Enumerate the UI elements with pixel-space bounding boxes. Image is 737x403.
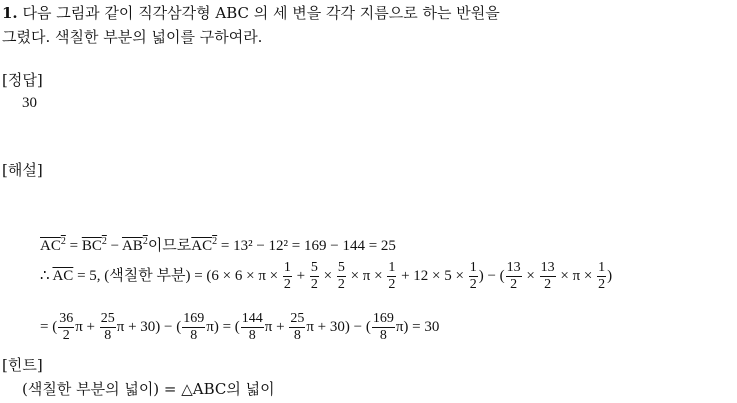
solution-line-3: = ( $\frac{36}{2}$ π + $\frac{25}{8}$ π + 30) − ( $\frac{169}{8}$ π) = ( $\frac{144}{8}$ π + $\frac{25}{8}$ π + 30) − ( $\frac{169}{8}$ π) = 30 [40, 311, 440, 343]
answer-value: 30 [22, 95, 37, 111]
solution-line-1: $AC^2 = BC^2 - AB^2$이므로$AC^2 = 13^2 - 12^2 = 169 - 144 = 25$ [40, 236, 396, 254]
fraction: $\frac{5}{2}$ [310, 260, 318, 292]
problem-text-2: 그렸다. 색칠한 부분의 넓이를 구하여라. [2, 28, 263, 46]
segment-ac-2: $AC^2$ [191, 236, 218, 254]
fraction: $\frac{1}{2}$ [598, 260, 606, 292]
segment-bc: $BC^2$ [81, 236, 107, 254]
problem-number: 1. [2, 4, 18, 22]
segment-ab: $AB^2$ [121, 236, 148, 254]
fraction: $\frac{13}{2}$ [540, 260, 555, 292]
fraction: $\frac{1}{2}$ [388, 260, 396, 292]
problem-line-1 [2, 3, 500, 23]
answer-label: [정답] [2, 71, 43, 89]
fraction: $\frac{13}{2}$ [506, 260, 521, 292]
solution-label: [해설] [2, 161, 43, 179]
fraction: $\frac{5}{2}$ [337, 260, 345, 292]
fraction: $\frac{169}{8}$ [372, 311, 394, 343]
solution-line-1-rest: = 13² − 12² = 169 − 144 = 25 [217, 238, 396, 254]
fraction: $\frac{1}{2}$ [469, 260, 477, 292]
fraction: $\frac{36}{2}$ [59, 311, 74, 343]
fraction: $\frac{1}{2}$ [283, 260, 291, 292]
fraction: $\frac{25}{8}$ [100, 311, 115, 343]
hint-label: [힌트] [2, 356, 43, 374]
problem-text-1: 다음 그림과 같이 직각삼각형 ABC 의 세 변을 각각 지름으로 하는 반원을 [22, 4, 500, 22]
fraction: $\frac{25}{8}$ [290, 311, 305, 343]
fraction: $\frac{144}{8}$ [241, 311, 263, 343]
fraction: $\frac{169}{8}$ [183, 311, 205, 343]
hint-text: (색칠한 부분의 넓이) = △ABC의 넓이 [22, 380, 275, 398]
segment-ac: $AC^2$ [40, 236, 66, 254]
solution-line-2: ∴ $\overline{AC} = 5$, (색칠한 부분) = (6 × 6 × π × $\frac{1}{2}$ + $\frac{5}{2}$ × $\frac{5}{2}$ × π × $\frac{1}{2}$ + 12 × 5 × $\frac{1}{2}$ ) − ( $\frac{13}{2}$ × $\frac{13}{2}$ × π × $\frac{1}{2}$ ) [40, 260, 613, 292]
